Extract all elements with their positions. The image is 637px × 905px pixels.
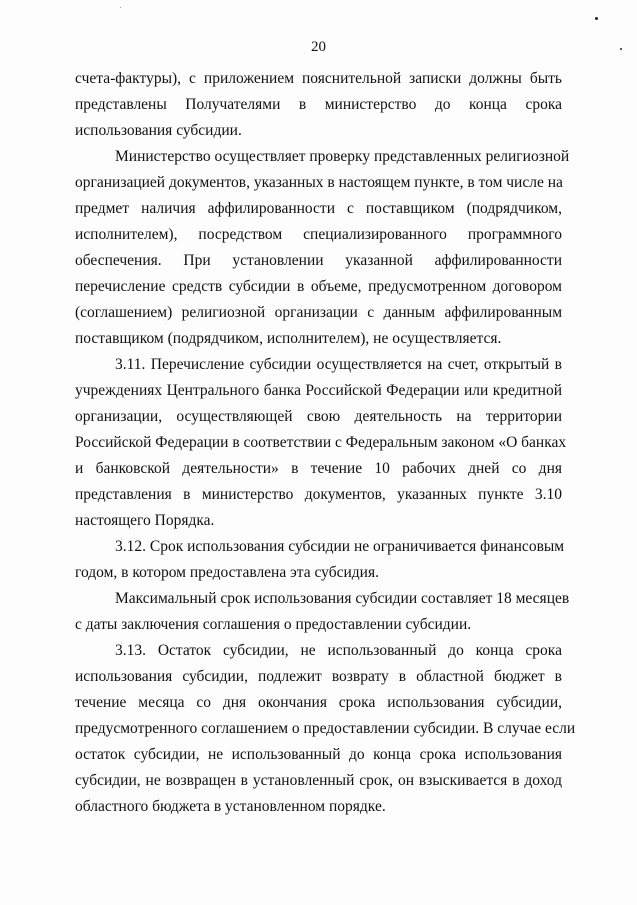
text-line: счета-фактуры), с приложением пояснительной записки должны быть — [75, 70, 562, 87]
paragraph — [75, 352, 567, 534]
text-line: представлены Получателями в министерство до конца срока — [75, 96, 562, 113]
text-line: 3.13. Остаток субсидии, не использованный до конца срока — [115, 642, 562, 659]
text-line: исполнителем), посредством специализированного программного — [75, 226, 562, 243]
text-line: годом, в котором предоставлена эта субсидия. — [75, 564, 379, 581]
paragraph — [75, 66, 562, 144]
text-line: организацией документов, указанных в настоящем пункте, в том числе на — [75, 174, 563, 191]
text-line: течение месяца со дня окончания срока использования субсидии, — [75, 694, 562, 711]
text-line: учреждениях Центрального банка Российской Федерации или кредитной — [75, 382, 562, 399]
text-line: Министерство осуществляет проверку представленных религиозной — [115, 148, 570, 165]
text-line: предусмотренного соглашением о предоставлении субсидии. В случае если — [75, 720, 576, 737]
text-line: обеспечения. При установлении указанной аффилированности — [75, 252, 562, 269]
scan-speck — [595, 17, 598, 20]
text-line: представления в министерство документов, указанных пункте 3.10 — [75, 486, 562, 503]
text-line: областного бюджета в установленном порядке. — [75, 798, 386, 815]
text-line: (соглашением) религиозной организации с данным аффилированным — [75, 304, 562, 321]
text-line: остаток субсидии, не использованный до конца срока использования — [75, 746, 562, 763]
text-line: 3.11. Перечисление субсидии осуществляется на счет, открытый в — [115, 356, 562, 373]
text-line: предмет наличия аффилированности с поставщиком (подрядчиком, — [75, 200, 562, 217]
paragraph — [75, 144, 570, 352]
text-line: субсидии, не возвращен в установленный срок, он взыскивается в доход — [75, 772, 562, 789]
text-line: 3.12. Срок использования субсидии не ограничивается финансовым — [115, 538, 565, 555]
document-body — [75, 66, 576, 820]
text-line: Российской Федерации в соответствии с Федеральным законом «О банках — [75, 434, 567, 451]
page-number: 20 — [311, 39, 326, 55]
text-line: Максимальный срок использования субсидии составляет 18 месяцев — [115, 590, 570, 607]
scan-speck — [120, 7, 121, 8]
text-line: и банковской деятельности» в течение 10 рабочих дней со дня — [75, 460, 562, 477]
text-line: перечисление средств субсидии в объеме, предусмотренном договором — [75, 278, 562, 295]
text-line: использования субсидии, подлежит возврату в областной бюджет в — [75, 668, 562, 685]
paragraph — [75, 534, 565, 586]
text-line: с даты заключения соглашения о предоставлении субсидии. — [75, 616, 472, 633]
text-line: организации, осуществляющей свою деятельность на территории — [75, 408, 562, 425]
paragraph — [75, 638, 576, 820]
text-line: использования субсидии. — [75, 122, 242, 139]
paragraph — [75, 586, 570, 638]
text-line: настоящего Порядка. — [75, 512, 215, 529]
text-line: поставщиком (подрядчиком, исполнителем), не осуществляется. — [75, 330, 502, 347]
